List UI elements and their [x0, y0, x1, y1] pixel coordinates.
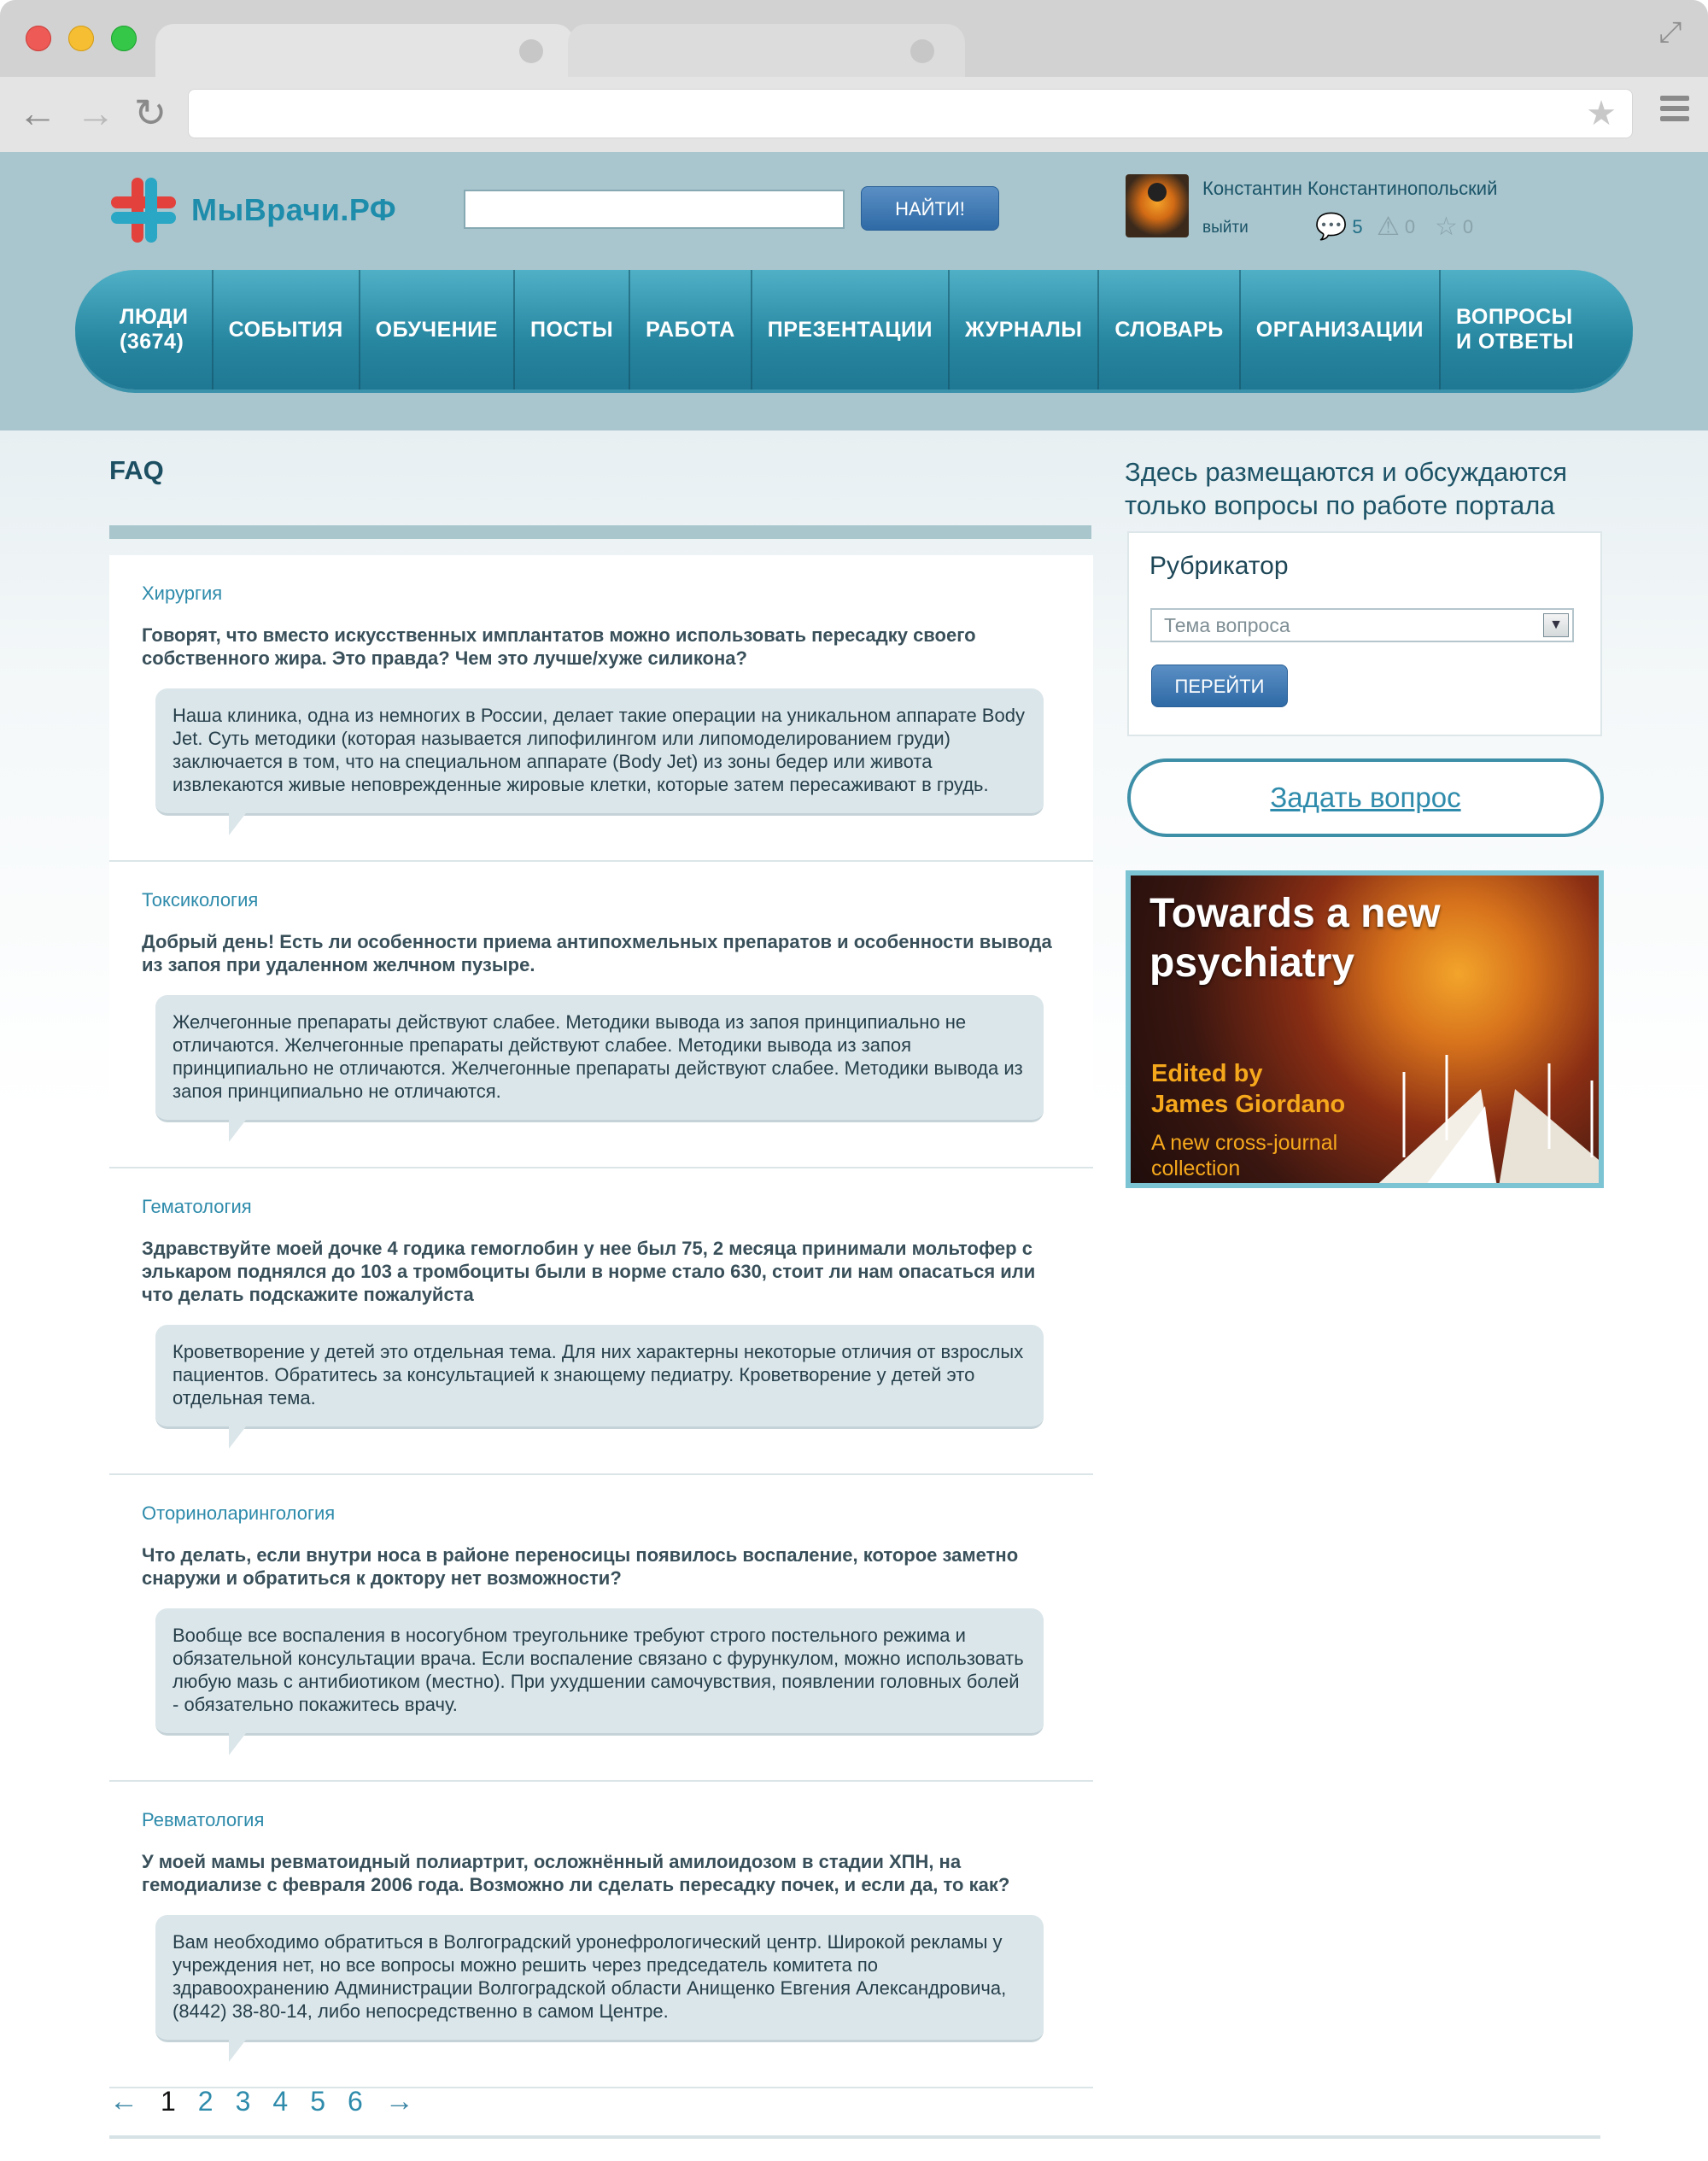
search-input[interactable] [464, 190, 845, 229]
favorites-count: 0 [1462, 215, 1474, 237]
browser-tab-inactive[interactable] [568, 24, 965, 77]
browser-menu-icon[interactable] [1660, 96, 1689, 125]
close-window-button[interactable] [26, 26, 51, 51]
favorites-counter[interactable] [1435, 212, 1473, 242]
pagination-prev-arrow[interactable]: ← [109, 2084, 138, 2117]
faq-answer-bubble: Кроветворение у детей это отдельная тема. Для них характерны некоторые отличия от взрослых пациентов. Обратитесь за консультацией к знающему педиатру. Кроветворение у детей это отдельная тема. [155, 1325, 1044, 1429]
pagination-page[interactable]: 6 [347, 2085, 363, 2117]
faq-question[interactable]: У моей мамы ревматоидный полиартрит, осложнённый амилоидозом в стадии ХПН, на гемодиализе с февраля 2006 года. Возможно ли сделать пересадку почек, и если да, то как? [142, 1851, 1010, 1895]
alerts-counter[interactable] [1377, 212, 1415, 242]
search-button[interactable]: НАЙТИ! [861, 186, 999, 231]
topic-select[interactable] [1150, 608, 1574, 642]
faq-question[interactable]: Здравствуйте моей дочке 4 годика гемоглобин у нее был 75, 2 месяца принимали мольтофер с элькаром поднялся до 103 а тромбоциты были в норме стало 630, стоит ли нам опасаться или что делать подскажите пожалуйста [142, 1238, 1036, 1305]
nav-item-dictionary[interactable]: СЛОВАРЬ [1099, 270, 1240, 389]
messages-counter[interactable] [1315, 212, 1363, 242]
faq-question[interactable]: Что делать, если внутри носа в районе переносицы появилось воспаление, которое заметно снаружи и обратиться к доктору нет возможности? [142, 1544, 1019, 1589]
pagination-page[interactable]: 2 [197, 2085, 214, 2117]
site-header [0, 152, 1708, 430]
faq-item [109, 1782, 1093, 2088]
site-logo[interactable] [111, 178, 396, 243]
faq-answer-bubble: Вообще все воспаления в носогубном треугольнике требуют строго постельного режима и обязательной консультации врача. Если воспаление связано с фурункулом, можно использовать любую мазь с антибиотиком (местно). При ухудшении самочувствия, появлении головных болей - обязательно покажитесь врачу. [155, 1608, 1044, 1736]
nav-item-jobs[interactable]: РАБОТА [630, 270, 752, 389]
main-navigation [75, 270, 1633, 389]
nav-item-journals[interactable]: ЖУРНАЛЫ [950, 270, 1099, 389]
reload-icon[interactable]: ↻ [133, 91, 167, 135]
topic-select-value: Тема вопроса [1164, 614, 1290, 636]
forward-icon[interactable]: → [76, 91, 115, 135]
nav-item-posts[interactable]: ПОСТЫ [515, 270, 630, 389]
tab-strip [0, 0, 1708, 77]
pagination [109, 2082, 436, 2120]
ad-editor [1151, 1058, 1345, 1120]
zoom-window-button[interactable] [111, 26, 137, 51]
ad-title-line2: psychiatry [1149, 940, 1355, 986]
faq-category-link[interactable]: Гематология [142, 1196, 252, 1217]
pagination-page-current[interactable]: 1 [161, 2085, 176, 2117]
ad-title [1149, 889, 1441, 988]
fullscreen-icon[interactable]: ⤢ [1658, 16, 1682, 49]
logo-text: МыВрачи.РФ [191, 192, 397, 227]
faq-question[interactable]: Говорят, что вместо искусственных имплантатов можно использовать пересадку своего собственного жира. Это правда? Чем это лучше/хуже силикона? [142, 624, 976, 669]
ask-question-button[interactable]: Задать вопрос [1127, 758, 1604, 837]
go-button[interactable]: ПЕРЕЙТИ [1151, 665, 1288, 707]
faq-answer-bubble: Вам необходимо обратиться в Волгоградский уронефрологический центр. Широкой рекламы у учреждения нет, но все вопросы можно решить через председатель комитета по здравоохранению Администрации Волгоградской области Анищенко Евгения Александровича, (8442) 38-80-14, либо непосредственно в самом Центре. [155, 1915, 1044, 2042]
chat-bubbles-icon: 💬 [1315, 213, 1348, 241]
minimize-window-button[interactable] [68, 26, 94, 51]
star-outline-icon: ☆ [1435, 213, 1458, 241]
ad-banner-psychiatry[interactable] [1126, 870, 1604, 1188]
pagination-next-arrow[interactable]: → [384, 2084, 414, 2117]
faq-question[interactable]: Добрый день! Есть ли особенности приема антипохмельных препаратов и особенности вывода из запоя при удаленном желчном пузыре. [142, 931, 1052, 975]
pagination-page[interactable]: 5 [310, 2085, 325, 2117]
pagination-page[interactable]: 3 [235, 2085, 251, 2117]
nav-item-events[interactable]: СОБЫТИЯ [214, 270, 360, 389]
title-divider [109, 525, 1091, 539]
rubricator-title: Рубрикатор [1149, 552, 1289, 580]
browser-window-chrome [0, 0, 1708, 152]
user-name-link[interactable]: Константин Константинопольский [1202, 178, 1498, 199]
faq-category-link[interactable]: Токсикология [142, 889, 259, 911]
logout-link[interactable]: выйти [1202, 219, 1249, 237]
browser-tab-active[interactable] [155, 24, 574, 77]
ad-title-line1: Towards a new [1149, 891, 1441, 936]
nav-item-people[interactable]: ЛЮДИ (3674) [104, 270, 214, 389]
faq-item [109, 1168, 1093, 1475]
ad-edited-line1: Edited by [1151, 1060, 1263, 1087]
faq-category-link[interactable]: Хирургия [142, 583, 223, 604]
faq-item [109, 1475, 1093, 1782]
logo-cross-icon [111, 178, 176, 243]
bottom-divider [109, 2135, 1600, 2139]
faq-category-link[interactable]: Оториноларингология [142, 1502, 336, 1524]
ad-sub-line1: A new cross-journal [1151, 1131, 1338, 1155]
sidebar-intro-text: Здесь размещаются и обсуждаются только вопросы по работе портала [1125, 457, 1567, 520]
chevron-down-icon[interactable]: ▼ [1543, 613, 1569, 637]
page-title: FAQ [109, 455, 164, 485]
address-bar[interactable] [188, 89, 1633, 138]
messages-count: 5 [1352, 215, 1363, 237]
ad-edited-line2: James Giordano [1151, 1091, 1346, 1118]
rubricator-box [1127, 531, 1602, 736]
ad-subtitle [1151, 1130, 1337, 1181]
book-illustration [1353, 1055, 1604, 1188]
faq-item [109, 555, 1093, 862]
faq-item [109, 862, 1093, 1168]
warning-icon: ⚠ [1377, 213, 1400, 241]
pagination-page[interactable]: 4 [272, 2085, 289, 2117]
faq-list [109, 555, 1093, 2088]
back-icon[interactable]: ← [18, 91, 57, 135]
tab-close-icon[interactable] [519, 39, 543, 63]
faq-category-link[interactable]: Ревматология [142, 1809, 265, 1830]
nav-item-education[interactable]: ОБУЧЕНИЕ [360, 270, 515, 389]
faq-answer-bubble: Желчегонные препараты действуют слабее. Методики вывода из запоя принципиально не отличаются. Желчегонные препараты действуют слабее. Методики вывода из запоя принципиально не отличаются. Желчегонные препараты действуют слабее. Методики вывода из запоя принципиально не отличаются. [155, 995, 1044, 1122]
tab-close-icon[interactable] [910, 39, 934, 63]
nav-item-qa[interactable]: ВОПРОСЫ И ОТВЕТЫ [1455, 305, 1575, 354]
ad-sub-line2: collection [1151, 1157, 1241, 1180]
bookmark-star-icon[interactable]: ★ [1586, 95, 1617, 132]
avatar[interactable] [1126, 174, 1189, 237]
faq-answer-bubble: Наша клиника, одна из немногих в России, делает такие операции на уникальном аппарате Body Jet. Суть методики (которая называется липофилингом или липомоделированием груди) заключается в том, что на специальном аппарате (Body Jet) из зоны бедер или живота извлекаются живые неповрежденные жировые клетки, которые затем пересаживают в грудь. [155, 688, 1044, 816]
alerts-count: 0 [1404, 215, 1416, 237]
nav-item-organizations[interactable]: ОРГАНИЗАЦИИ [1241, 270, 1441, 389]
nav-item-presentations[interactable]: ПРЕЗЕНТАЦИИ [752, 270, 950, 389]
